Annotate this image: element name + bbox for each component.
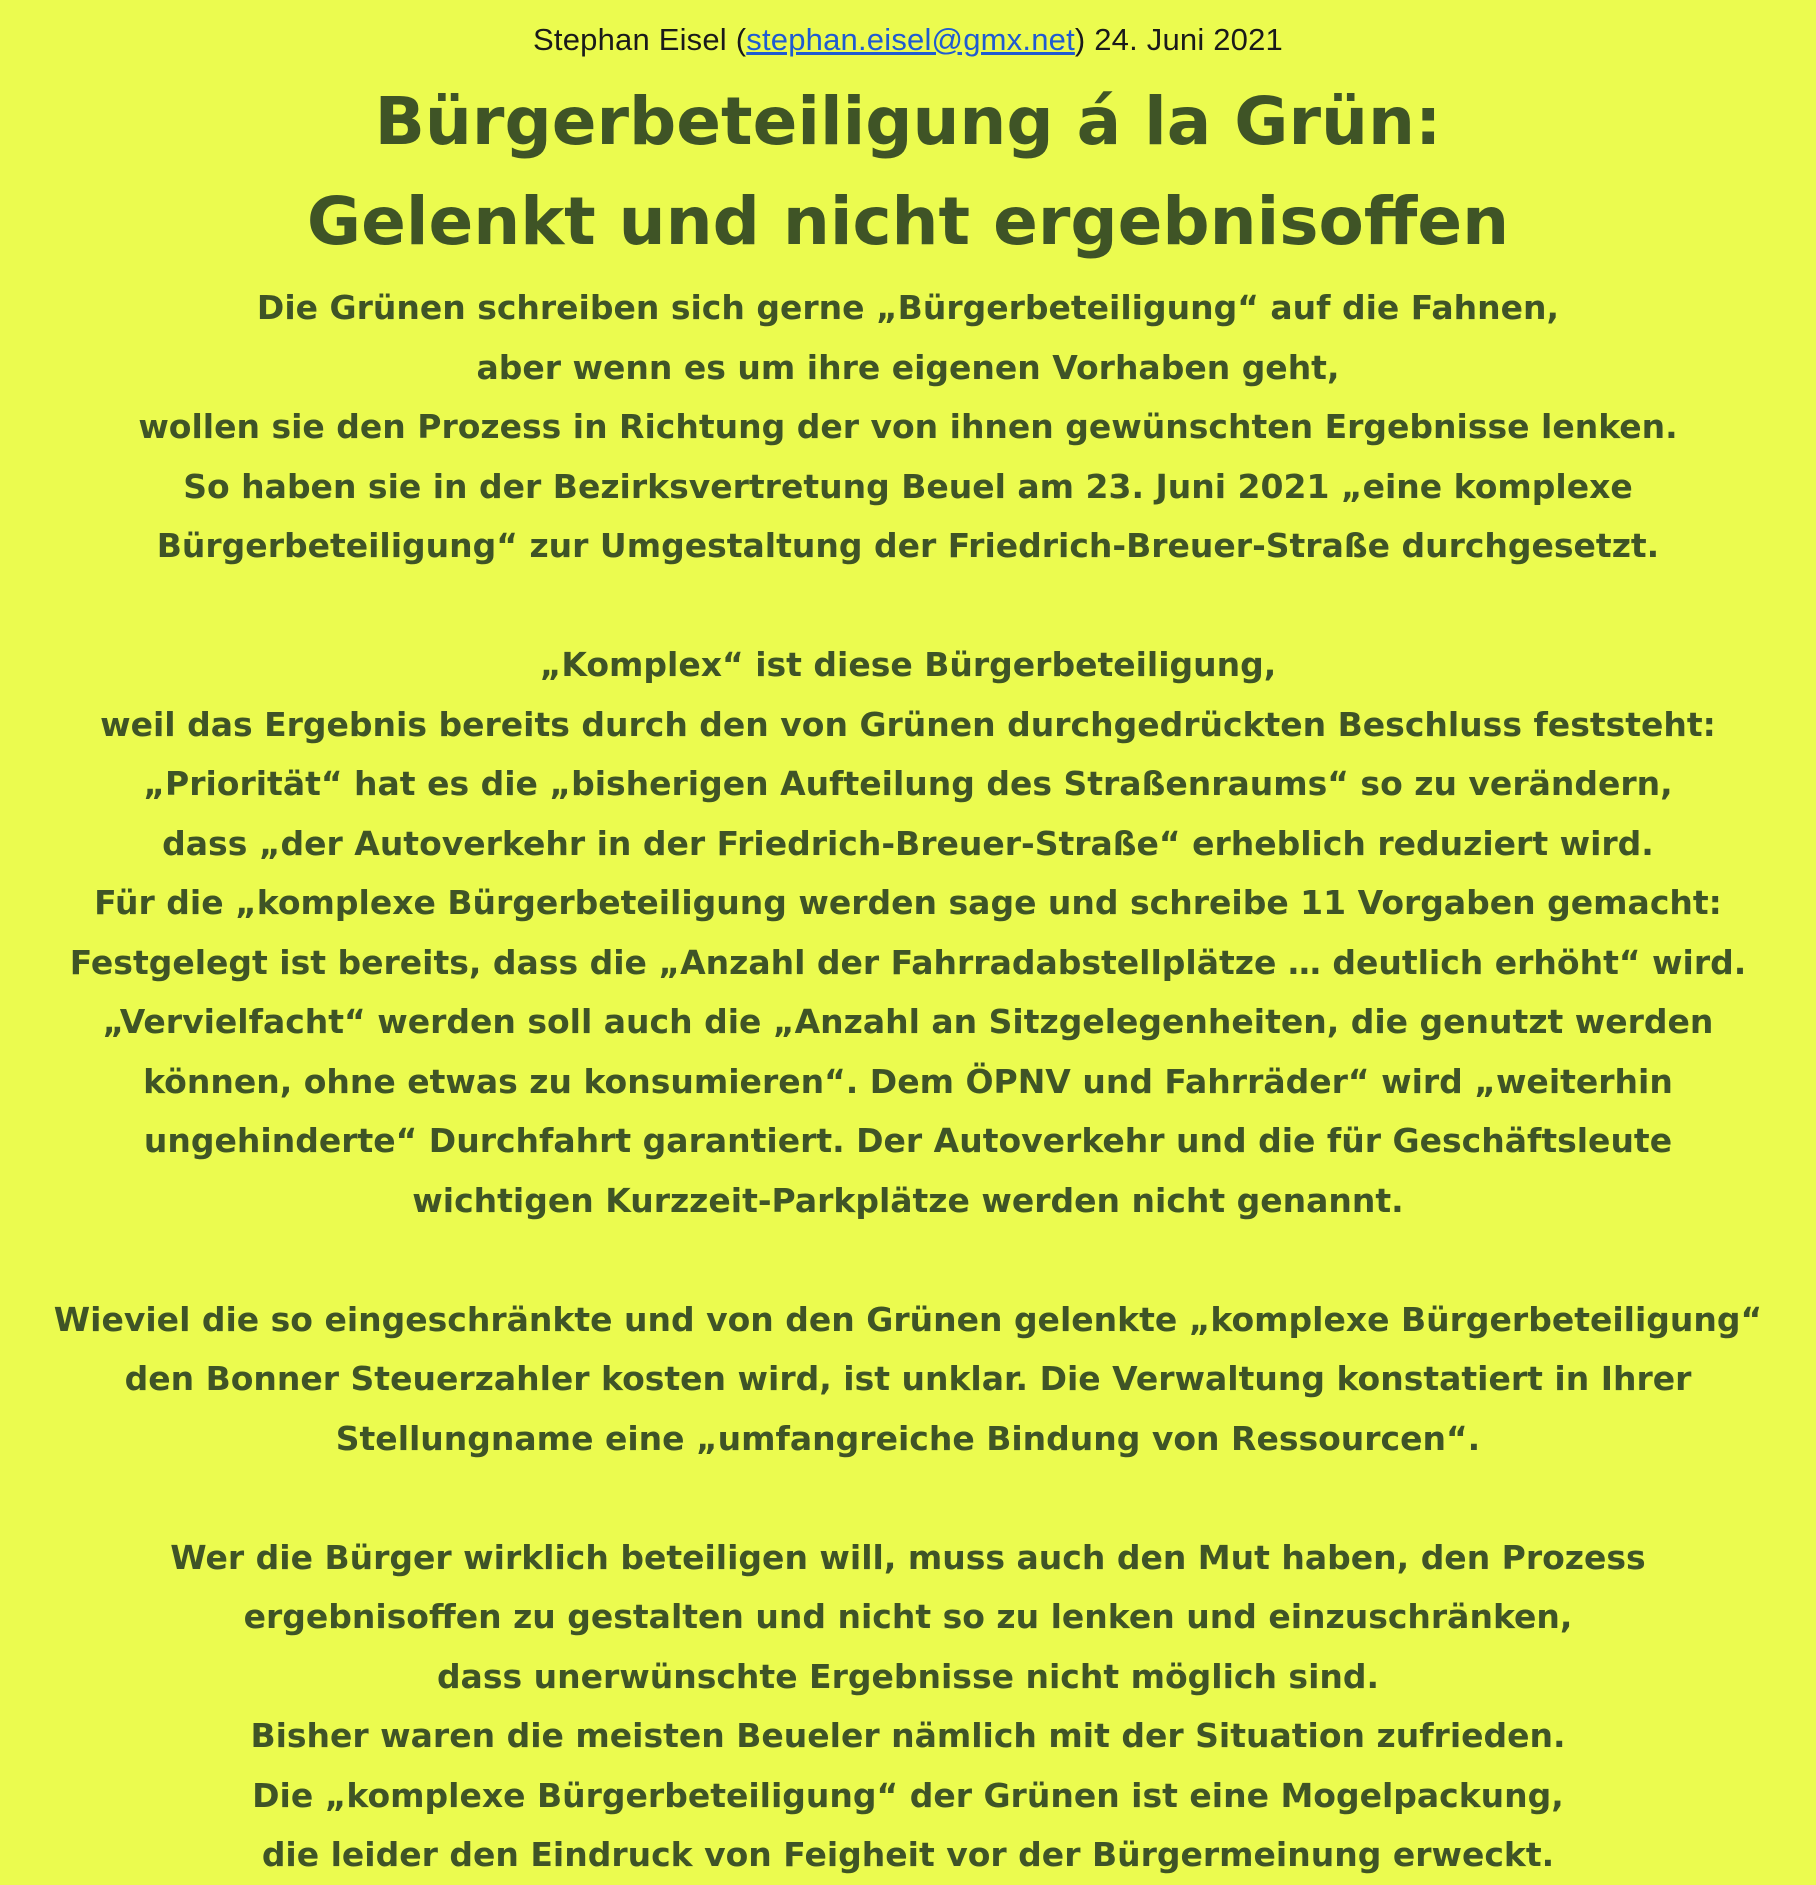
text-line: ergebnisoffen zu gestalten und nicht so zu lenken und einzuschränken, bbox=[243, 1597, 1573, 1636]
text-line: ungehinderte“ Durchfahrt garantiert. Der Autoverkehr und die für Geschäftsleute bbox=[143, 1121, 1673, 1160]
text-line: Bürgerbeteiligung“ zur Umgestaltung der Friedrich-Breuer-Straße durchgesetzt. bbox=[156, 526, 1660, 565]
publication-date: ) 24. Juni 2021 bbox=[1074, 22, 1283, 57]
text-line: Die „komplexe Bürgerbeteiligung“ der Grünen ist eine Mogelpackung, bbox=[252, 1775, 1564, 1815]
text-line: Stellungname eine „umfangreiche Bindung von Ressourcen“. bbox=[335, 1418, 1481, 1458]
paragraph-spacer bbox=[0, 1230, 1816, 1290]
text-line: „Vervielfacht“ werden soll auch die „Anzahl an Sitzgelegenheiten, die genutzt werden bbox=[102, 1002, 1714, 1041]
text-line: dass unerwünschte Ergebnisse nicht möglich sind. bbox=[436, 1656, 1380, 1696]
paragraph-spacer bbox=[0, 1468, 1816, 1528]
text-line: Bisher waren die meisten Beueler nämlich mit der Situation zufrieden. bbox=[250, 1716, 1566, 1755]
text-line: weil das Ergebnis bereits durch den von Grünen durchgedrückten Beschluss feststeht: bbox=[100, 704, 1716, 744]
paragraph-spacer bbox=[0, 576, 1816, 636]
text-line: „Priorität“ hat es die „bisherigen Aufteilung des Straßenraums“ so zu verändern, bbox=[143, 764, 1673, 803]
paragraph-complex bbox=[0, 635, 1816, 1230]
text-line: dass „der Autoverkehr in der Friedrich-Breuer-Straße“ erheblich reduziert wird. bbox=[162, 823, 1654, 863]
title-line-1: Bürgerbeteiligung á la Grün: bbox=[374, 83, 1442, 160]
title-line-2: Gelenkt und nicht ergebnisoffen bbox=[306, 183, 1510, 260]
paragraph-conclusion bbox=[0, 1528, 1816, 1885]
author-byline bbox=[0, 18, 1816, 62]
text-line: Für die „komplexe Bürgerbeteiligung werden sage und schreibe 11 Vorgaben gemacht: bbox=[94, 883, 1722, 922]
text-line: Die Grünen schreiben sich gerne „Bürgerbeteiligung“ auf die Fahnen, bbox=[256, 288, 1560, 327]
text-line: wichtigen Kurzzeit-Parkplätze werden nicht genannt. bbox=[412, 1180, 1404, 1220]
text-line: die leider den Eindruck von Feigheit vor der Bürgermeinung erweckt. bbox=[261, 1835, 1555, 1874]
author-name: Stephan Eisel bbox=[533, 22, 727, 57]
article-body bbox=[0, 278, 1816, 1885]
text-line: wollen sie den Prozess in Richtung der von ihnen gewünschten Ergebnisse lenken. bbox=[138, 407, 1678, 446]
text-line: So haben sie in der Bezirksvertretung Beuel am 23. Juni 2021 „eine komplexe bbox=[183, 466, 1633, 506]
paragraph-intro bbox=[0, 278, 1816, 576]
text-line: Wieviel die so eingeschränkte und von den Grünen gelenkte „komplexe Bürgerbeteiligung“ bbox=[53, 1299, 1763, 1339]
author-email-link[interactable]: stephan.eisel@gmx.net bbox=[746, 22, 1075, 57]
text-line: Festgelegt ist bereits, dass die „Anzahl der Fahrradabstellplätze … deutlich erhöht“ wird. bbox=[69, 942, 1747, 982]
text-line: aber wenn es um ihre eigenen Vorhaben geht, bbox=[476, 347, 1340, 387]
text-line: „Komplex“ ist diese Bürgerbeteiligung, bbox=[539, 645, 1277, 684]
paragraph-costs bbox=[0, 1290, 1816, 1469]
text-line: Wer die Bürger wirklich beteiligen will, muss auch den Mut haben, den Prozess bbox=[170, 1537, 1646, 1577]
text-line: können, ohne etwas zu konsumieren“. Dem ÖPNV und Fahrräder“ wird „weiterhin bbox=[143, 1061, 1673, 1101]
text-line: den Bonner Steuerzahler kosten wird, ist unklar. Die Verwaltung konstatiert in Ihrer bbox=[124, 1359, 1692, 1398]
page-title bbox=[0, 72, 1816, 272]
open-paren: ( bbox=[735, 22, 747, 57]
